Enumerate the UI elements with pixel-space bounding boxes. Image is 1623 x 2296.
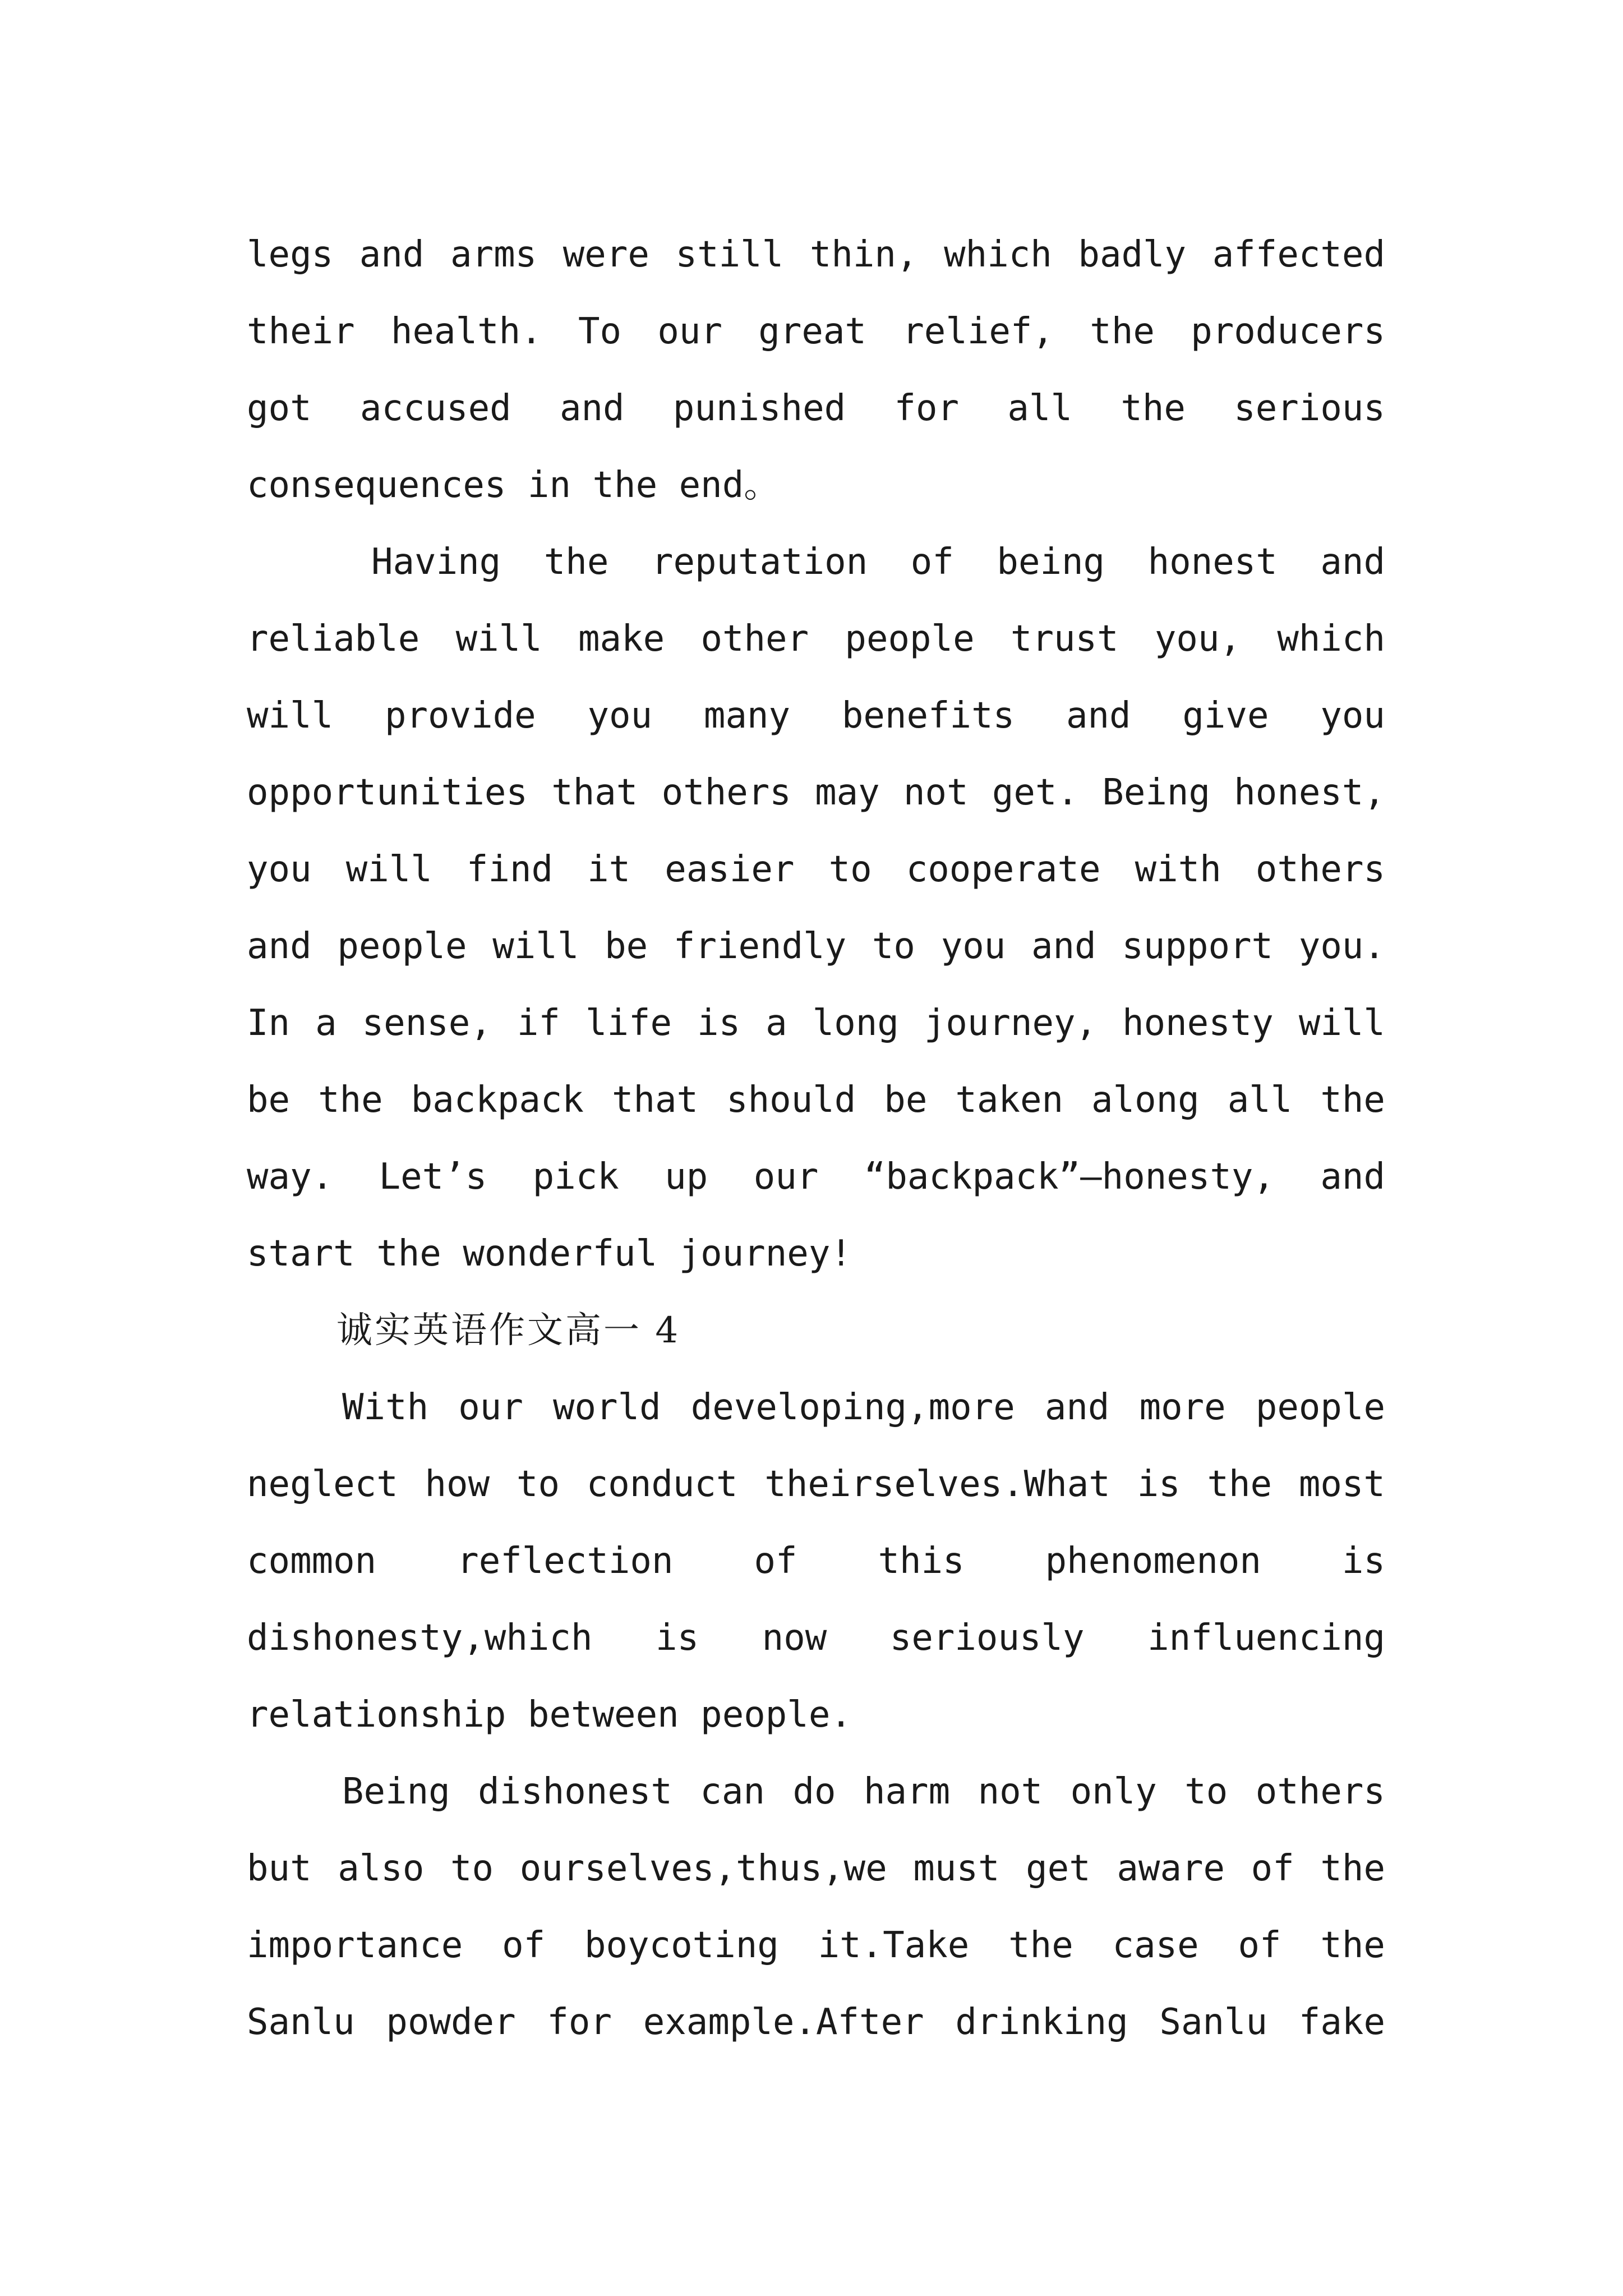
text-line bbox=[247, 1600, 1385, 1677]
text-line bbox=[247, 1139, 1385, 1216]
word: the bbox=[1008, 1925, 1073, 1966]
word: find bbox=[466, 849, 554, 890]
word: serious bbox=[1234, 388, 1385, 429]
word: of bbox=[754, 1540, 797, 1582]
word: many bbox=[703, 695, 791, 737]
word: get bbox=[1026, 1848, 1091, 1889]
text-line bbox=[247, 985, 1385, 1062]
word: more bbox=[1139, 1387, 1226, 1428]
text-line bbox=[247, 908, 1385, 985]
word: of bbox=[502, 1925, 546, 1966]
word: honest, bbox=[1234, 772, 1385, 813]
word: were bbox=[562, 234, 649, 275]
word: boycoting bbox=[584, 1925, 779, 1966]
word: backpack bbox=[411, 1079, 584, 1121]
word: for bbox=[547, 2001, 612, 2043]
word: the bbox=[1320, 1079, 1385, 1121]
word: that bbox=[611, 1079, 699, 1121]
word: honesty bbox=[1122, 1002, 1274, 1044]
word: Being bbox=[1102, 772, 1210, 813]
word: friendly bbox=[673, 926, 847, 967]
word: their bbox=[247, 311, 355, 352]
word: this bbox=[878, 1540, 965, 1582]
word: easier bbox=[665, 849, 795, 890]
word: dishonest bbox=[478, 1771, 672, 1812]
word: still bbox=[675, 234, 784, 275]
word: others bbox=[661, 772, 791, 813]
text-line: relationship between people. bbox=[247, 1694, 852, 1736]
word: reflection bbox=[457, 1540, 674, 1582]
word: will bbox=[455, 618, 542, 660]
word: and bbox=[1320, 541, 1385, 583]
word: ourselves,thus,we bbox=[519, 1848, 887, 1889]
text-line: start the wonderful journey! bbox=[247, 1233, 852, 1274]
text-line bbox=[247, 678, 1385, 754]
paragraph bbox=[247, 217, 1385, 524]
text-line bbox=[247, 1446, 1385, 1523]
word: do bbox=[792, 1771, 836, 1812]
word: be bbox=[884, 1079, 928, 1121]
text-line bbox=[247, 1523, 1385, 1600]
word: our bbox=[458, 1387, 523, 1428]
word: the bbox=[1121, 388, 1186, 429]
word: all bbox=[1007, 388, 1072, 429]
word: the bbox=[1090, 311, 1155, 352]
word: how bbox=[425, 1464, 490, 1505]
word: the bbox=[1207, 1464, 1272, 1505]
word: you. bbox=[1298, 926, 1385, 967]
word: reputation bbox=[651, 541, 868, 583]
word: seriously bbox=[889, 1617, 1085, 1659]
word: is bbox=[1137, 1464, 1181, 1505]
word: legs bbox=[247, 234, 334, 275]
word: Sanlu bbox=[1159, 2001, 1268, 2043]
word: to bbox=[872, 926, 915, 967]
paragraph bbox=[247, 1369, 1385, 1754]
word: long bbox=[812, 1002, 899, 1044]
word: to bbox=[450, 1848, 494, 1889]
word: people bbox=[1255, 1387, 1385, 1428]
text-line bbox=[247, 754, 1385, 831]
word: drinking bbox=[955, 2001, 1128, 2043]
word: is bbox=[656, 1617, 699, 1659]
word: will bbox=[247, 695, 334, 737]
word: which bbox=[1277, 618, 1385, 660]
word: opportunities bbox=[247, 772, 528, 813]
word: it bbox=[587, 849, 631, 890]
word: of bbox=[910, 541, 954, 583]
word: cooperate bbox=[906, 849, 1101, 890]
word: you bbox=[587, 695, 653, 737]
word: relief, bbox=[902, 311, 1054, 352]
word: may bbox=[815, 772, 880, 813]
word: all bbox=[1227, 1079, 1293, 1121]
word: will bbox=[492, 926, 579, 967]
word: fake bbox=[1298, 2001, 1385, 2043]
text-line bbox=[247, 1984, 1385, 2061]
word: harm bbox=[863, 1771, 951, 1812]
text-line bbox=[247, 1907, 1385, 1984]
word: theirselves.What bbox=[764, 1464, 1110, 1505]
text-line bbox=[247, 1830, 1385, 1907]
word: other bbox=[700, 618, 809, 660]
word: will bbox=[345, 849, 432, 890]
word: developing,more bbox=[690, 1387, 1015, 1428]
word: up bbox=[665, 1156, 708, 1198]
word: will bbox=[1298, 1002, 1385, 1044]
word: Being bbox=[342, 1771, 450, 1812]
word: accused bbox=[359, 388, 511, 429]
word: arms bbox=[450, 234, 537, 275]
word: sense, bbox=[362, 1002, 492, 1044]
word: the bbox=[543, 541, 609, 583]
word: people bbox=[337, 926, 467, 967]
word: Having bbox=[371, 541, 501, 583]
word: conduct bbox=[586, 1464, 738, 1505]
word: make bbox=[578, 618, 665, 660]
word: importance bbox=[247, 1925, 463, 1966]
word: others bbox=[1255, 1771, 1385, 1812]
word: phenomenon bbox=[1045, 1540, 1261, 1582]
text-line bbox=[247, 524, 1385, 601]
word: to bbox=[516, 1464, 560, 1505]
word: our bbox=[753, 1156, 819, 1198]
word: “backpack”—honesty, bbox=[864, 1156, 1275, 1198]
word: to bbox=[1184, 1771, 1228, 1812]
word: to bbox=[828, 849, 872, 890]
word: you bbox=[247, 849, 312, 890]
word: journey, bbox=[924, 1002, 1098, 1044]
word: people bbox=[845, 618, 975, 660]
paragraph bbox=[247, 1754, 1385, 2061]
word: To bbox=[578, 311, 622, 352]
word: With bbox=[342, 1387, 429, 1428]
word: a bbox=[315, 1002, 337, 1044]
word: not bbox=[903, 772, 969, 813]
word: also bbox=[338, 1848, 425, 1889]
text-line: consequences in the end。 bbox=[247, 464, 780, 506]
text-line bbox=[247, 217, 1385, 293]
word: only bbox=[1070, 1771, 1157, 1812]
word: way. bbox=[247, 1156, 334, 1198]
word: influencing bbox=[1147, 1617, 1385, 1659]
word: that bbox=[551, 772, 638, 813]
word: great bbox=[758, 311, 866, 352]
word: can bbox=[700, 1771, 765, 1812]
word: must bbox=[913, 1848, 1000, 1889]
word: case bbox=[1112, 1925, 1199, 1966]
word: affected bbox=[1212, 234, 1385, 275]
text-line bbox=[247, 1754, 1385, 1830]
word: if bbox=[517, 1002, 560, 1044]
word: be bbox=[247, 1079, 291, 1121]
word: and bbox=[1066, 695, 1131, 737]
word: Let’s bbox=[379, 1156, 487, 1198]
text-line bbox=[247, 601, 1385, 678]
text-line bbox=[247, 293, 1385, 370]
word: with bbox=[1135, 849, 1221, 890]
word: give bbox=[1182, 695, 1269, 737]
document-body bbox=[247, 217, 1385, 2061]
word: of bbox=[1251, 1848, 1294, 1889]
word: of bbox=[1238, 1925, 1281, 1966]
word: a bbox=[766, 1002, 787, 1044]
word: health. bbox=[390, 311, 542, 352]
word: reliable bbox=[247, 618, 420, 660]
word: taken bbox=[955, 1079, 1064, 1121]
word: neglect bbox=[247, 1464, 398, 1505]
paragraph bbox=[247, 524, 1385, 1292]
word: being bbox=[997, 541, 1105, 583]
word: but bbox=[247, 1848, 312, 1889]
text-line bbox=[247, 370, 1385, 447]
word: others bbox=[1255, 849, 1385, 890]
word: which bbox=[944, 234, 1052, 275]
word: most bbox=[1298, 1464, 1385, 1505]
word: thin, bbox=[809, 234, 918, 275]
word: support bbox=[1122, 926, 1274, 967]
word: dishonesty,which bbox=[247, 1617, 593, 1659]
word: and bbox=[359, 234, 425, 275]
word: provide bbox=[384, 695, 536, 737]
word: not bbox=[978, 1771, 1043, 1812]
word: be bbox=[605, 926, 648, 967]
word: world bbox=[552, 1387, 661, 1428]
word: and bbox=[247, 926, 312, 967]
word: powder bbox=[386, 2001, 516, 2043]
word: should bbox=[726, 1079, 856, 1121]
word: our bbox=[657, 311, 722, 352]
word: along bbox=[1091, 1079, 1200, 1121]
word: is bbox=[1341, 1540, 1385, 1582]
word: and bbox=[1044, 1387, 1110, 1428]
word: producers bbox=[1191, 311, 1385, 352]
word: and bbox=[1031, 926, 1096, 967]
word: common bbox=[247, 1540, 377, 1582]
text-line bbox=[247, 831, 1385, 908]
word: life bbox=[585, 1002, 672, 1044]
word: you bbox=[940, 926, 1006, 967]
word: get. bbox=[992, 772, 1079, 813]
word: honest bbox=[1147, 541, 1278, 583]
word: and bbox=[1320, 1156, 1385, 1198]
word: the bbox=[1320, 1848, 1385, 1889]
word: aware bbox=[1117, 1848, 1225, 1889]
word: the bbox=[318, 1079, 383, 1121]
word: got bbox=[247, 388, 312, 429]
section-heading bbox=[247, 1292, 1385, 1369]
word: pick bbox=[532, 1156, 619, 1198]
word: and bbox=[559, 388, 625, 429]
text-line bbox=[247, 1369, 1385, 1446]
word: badly bbox=[1078, 234, 1187, 275]
word: for bbox=[894, 388, 960, 429]
word: In bbox=[247, 1002, 291, 1044]
word: it.Take bbox=[818, 1925, 970, 1966]
word: example.After bbox=[643, 2001, 924, 2043]
text-line bbox=[247, 1062, 1385, 1139]
word: you bbox=[1320, 695, 1385, 737]
word: Sanlu bbox=[247, 2001, 355, 2043]
heading-text: 诚实英语作文高一 4 bbox=[336, 1310, 681, 1351]
word: is bbox=[697, 1002, 741, 1044]
word: now bbox=[762, 1617, 827, 1659]
word: the bbox=[1320, 1925, 1385, 1966]
word: benefits bbox=[841, 695, 1015, 737]
word: trust bbox=[1010, 618, 1119, 660]
word: punished bbox=[672, 388, 846, 429]
word: you, bbox=[1154, 618, 1241, 660]
